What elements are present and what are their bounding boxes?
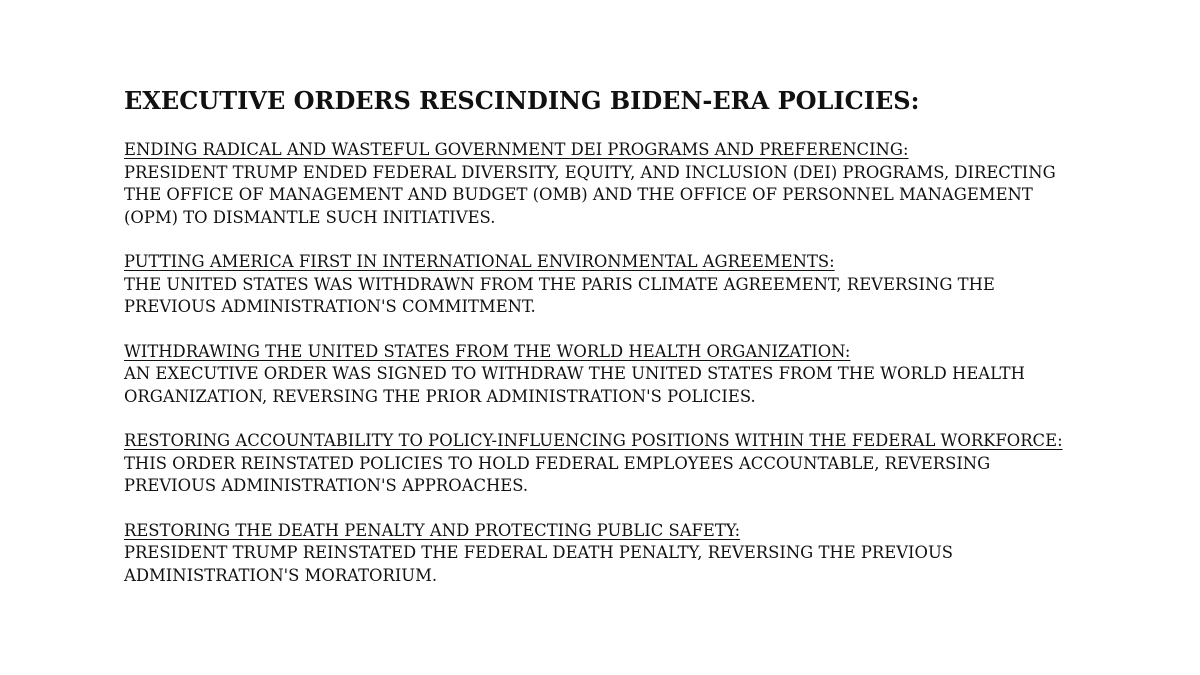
- section-death-penalty: [124, 520, 1084, 588]
- section-body: [124, 542, 1084, 587]
- body-line: THE UNITED STATES WAS WITHDRAWN FROM THE PARIS CLIMATE AGREEMENT, REVERSING THE: [124, 274, 995, 294]
- body-line: THIS ORDER REINSTATED POLICIES TO HOLD FEDERAL EMPLOYEES ACCOUNTABLE, REVERSING: [124, 453, 991, 473]
- body-line: PRESIDENT TRUMP REINSTATED THE FEDERAL DEATH PENALTY, REVERSING THE PREVIOUS: [124, 543, 954, 562]
- section-heading: PUTTING AMERICA FIRST IN INTERNATIONAL ENVIRONMENTAL AGREEMENTS:: [124, 252, 835, 271]
- body-line: (OPM) TO DISMANTLE SUCH INITIATIVES.: [124, 207, 496, 227]
- section-dei-programs: [124, 139, 1084, 229]
- body-line: PRESIDENT TRUMP ENDED FEDERAL DIVERSITY, EQUITY, AND INCLUSION (DEI) PROGRAMS, DIRECTING: [124, 162, 1056, 182]
- section-heading: WITHDRAWING THE UNITED STATES FROM THE WORLD HEALTH ORGANIZATION:: [124, 341, 851, 361]
- slide-content: [124, 85, 1084, 609]
- section-heading: RESTORING ACCOUNTABILITY TO POLICY-INFLUENCING POSITIONS WITHIN THE FEDERAL WORKFORCE:: [124, 431, 1063, 450]
- section-heading: ENDING RADICAL AND WASTEFUL GOVERNMENT DEI PROGRAMS AND PREFERENCING:: [124, 140, 909, 159]
- section-body: [124, 363, 1084, 408]
- body-line: PREVIOUS ADMINISTRATION'S APPROACHES.: [124, 476, 529, 495]
- slide-title: EXECUTIVE ORDERS RESCINDING BIDEN-ERA POLICIES:: [124, 86, 920, 115]
- section-body: [124, 274, 1084, 319]
- body-line: ORGANIZATION, REVERSING THE PRIOR ADMINISTRATION'S POLICIES.: [124, 386, 756, 406]
- section-body: [124, 162, 1084, 230]
- section-heading: RESTORING THE DEATH PENALTY AND PROTECTING PUBLIC SAFETY:: [124, 520, 741, 540]
- section-world-health-organization: [124, 341, 1084, 409]
- body-line: ADMINISTRATION'S MORATORIUM.: [124, 565, 438, 585]
- section-environmental-agreements: [124, 251, 1084, 319]
- body-line: AN EXECUTIVE ORDER WAS SIGNED TO WITHDRAW THE UNITED STATES FROM THE WORLD HEALTH: [124, 364, 1025, 383]
- section-body: [124, 453, 1084, 498]
- body-line: PREVIOUS ADMINISTRATION'S COMMITMENT.: [124, 297, 536, 316]
- section-federal-workforce: [124, 430, 1084, 498]
- body-line: THE OFFICE OF MANAGEMENT AND BUDGET (OMB) AND THE OFFICE OF PERSONNEL MANAGEMENT: [124, 185, 1033, 204]
